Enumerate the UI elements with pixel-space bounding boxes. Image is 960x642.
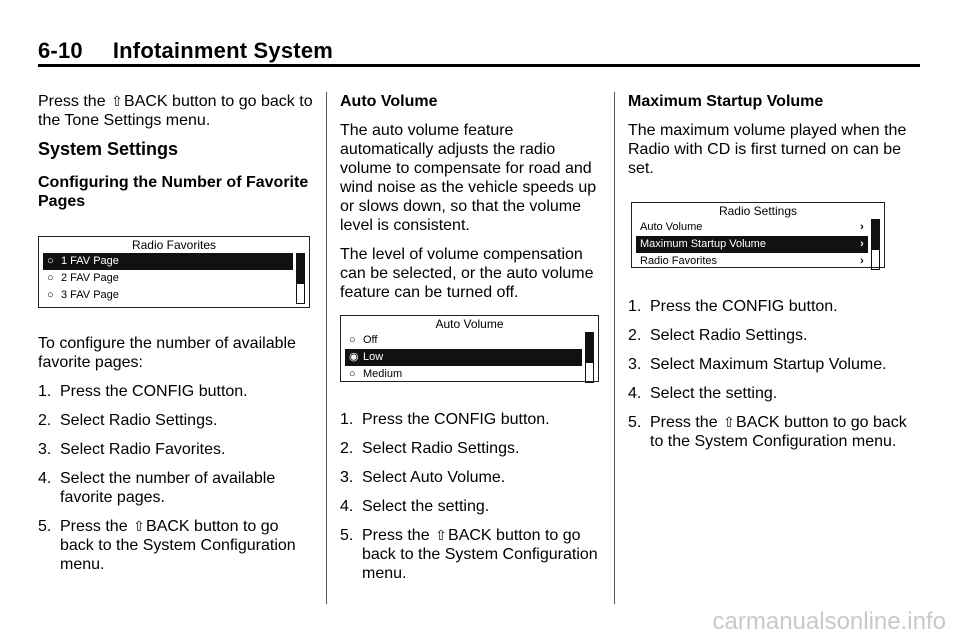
radio-settings-screen xyxy=(631,202,885,268)
chevron-right-icon: › xyxy=(860,221,864,233)
steps-list xyxy=(38,382,313,574)
max-startup-volume-paragraph: The maximum volume played when the Radio with CD is first turned on can be set. xyxy=(628,122,907,177)
scrollbar-thumb[interactable] xyxy=(297,254,304,284)
column-divider xyxy=(614,92,615,604)
auto-volume-menu-item[interactable]: Auto Volume › xyxy=(636,219,868,236)
max-startup-volume-menu-item[interactable]: Maximum Startup Volume › xyxy=(636,236,868,253)
fav-page-3-option[interactable]: ○ 3 FAV Page xyxy=(47,289,119,301)
scrollbar[interactable] xyxy=(585,332,594,383)
column-3 xyxy=(628,92,920,592)
list-item: 1. Press the CONFIG button. xyxy=(628,298,838,315)
list-item: 1. Press the CONFIG button. xyxy=(340,411,550,428)
radio-unselected-icon: ○ xyxy=(349,368,356,380)
list-item: 4. Select the setting. xyxy=(628,385,778,402)
lead-paragraph: To configure the number of available favorite pages: xyxy=(38,335,296,371)
chevron-right-icon: › xyxy=(860,238,864,250)
scrollbar[interactable] xyxy=(296,253,305,304)
list-item: 3. Select Radio Favorites. xyxy=(38,441,226,458)
watermark: carmanualsonline.info xyxy=(712,608,946,635)
list-item: 1. Press the CONFIG button. xyxy=(38,383,248,400)
column-1 xyxy=(38,92,313,592)
max-startup-volume-title: Maximum Startup Volume xyxy=(628,93,824,110)
screen-title: Radio Favorites xyxy=(131,238,217,252)
back-arrow-icon: ⇧ xyxy=(133,518,145,534)
fav-page-2-option[interactable]: ○ 2 FAV Page xyxy=(47,272,119,284)
medium-option[interactable]: ○ Medium xyxy=(349,368,403,380)
auto-volume-paragraph: The level of volume compensation can be selected, or the auto volume feature can be turned off. xyxy=(340,246,594,301)
section-title: System Settings xyxy=(38,139,179,159)
radio-favorites-screen xyxy=(38,236,310,308)
scrollbar[interactable] xyxy=(871,219,880,270)
off-option[interactable]: ○ Off xyxy=(349,334,378,346)
screen-title: Auto Volume xyxy=(435,317,504,331)
screen-title: Radio Settings xyxy=(718,204,798,218)
auto-volume-title: Auto Volume xyxy=(340,93,438,110)
list-item: 2. Select Radio Settings. xyxy=(38,412,218,429)
radio-unselected-icon: ○ xyxy=(47,272,54,284)
list-item: 4. Select the setting. xyxy=(340,498,490,515)
auto-volume-screen xyxy=(340,315,599,382)
radio-unselected-icon: ○ xyxy=(47,255,54,267)
list-item: 2. Select Radio Settings. xyxy=(628,327,808,344)
steps-list xyxy=(340,410,608,583)
back-arrow-icon: ⇧ xyxy=(723,414,735,430)
steps-list xyxy=(628,297,920,451)
list-item: 5. Press the ⇧BACK button to go back to the System Configuration menu. xyxy=(38,518,296,573)
list-item: 5. Press the ⇧BACK button to go back to the System Configuration menu. xyxy=(628,414,907,450)
page-number: 6-10 xyxy=(38,38,83,63)
list-item: 4. Select the number of available favorite pages. xyxy=(38,470,276,506)
chapter-title: Infotainment System xyxy=(112,38,334,63)
subsection-title: Configuring the Number of Favorite Pages xyxy=(38,174,309,210)
column-2 xyxy=(340,92,608,592)
page-header xyxy=(38,38,333,64)
radio-selected-icon: ◉ xyxy=(349,351,359,363)
radio-unselected-icon: ○ xyxy=(47,289,54,301)
scrollbar-thumb[interactable] xyxy=(586,333,593,363)
chevron-right-icon: › xyxy=(860,255,864,267)
list-item: 2. Select Radio Settings. xyxy=(340,440,520,457)
column-divider xyxy=(326,92,327,604)
intro-paragraph: Press the ⇧BACK button to go back to the Tone Settings menu. xyxy=(38,93,313,129)
list-item: 3. Select Auto Volume. xyxy=(340,469,506,486)
list-item: 3. Select Maximum Startup Volume. xyxy=(628,356,887,373)
fav-page-1-option[interactable]: ○ 1 FAV Page xyxy=(43,253,293,270)
scrollbar-thumb[interactable] xyxy=(872,220,879,250)
header-rule xyxy=(38,64,920,67)
auto-volume-paragraph: The auto volume feature automatically adjusts the radio volume to compensate for road and wind noise as the vehicle speeds up or slows down, so that the volume level is consistent. xyxy=(340,122,597,234)
low-option[interactable]: ◉ Low xyxy=(345,349,582,366)
back-arrow-icon: ⇧ xyxy=(435,527,447,543)
list-item: 5. Press the ⇧BACK button to go back to the System Configuration menu. xyxy=(340,527,598,582)
back-arrow-icon: ⇧ xyxy=(111,93,123,109)
radio-unselected-icon: ○ xyxy=(349,334,356,346)
radio-favorites-menu-item[interactable]: Radio Favorites › xyxy=(636,253,868,270)
